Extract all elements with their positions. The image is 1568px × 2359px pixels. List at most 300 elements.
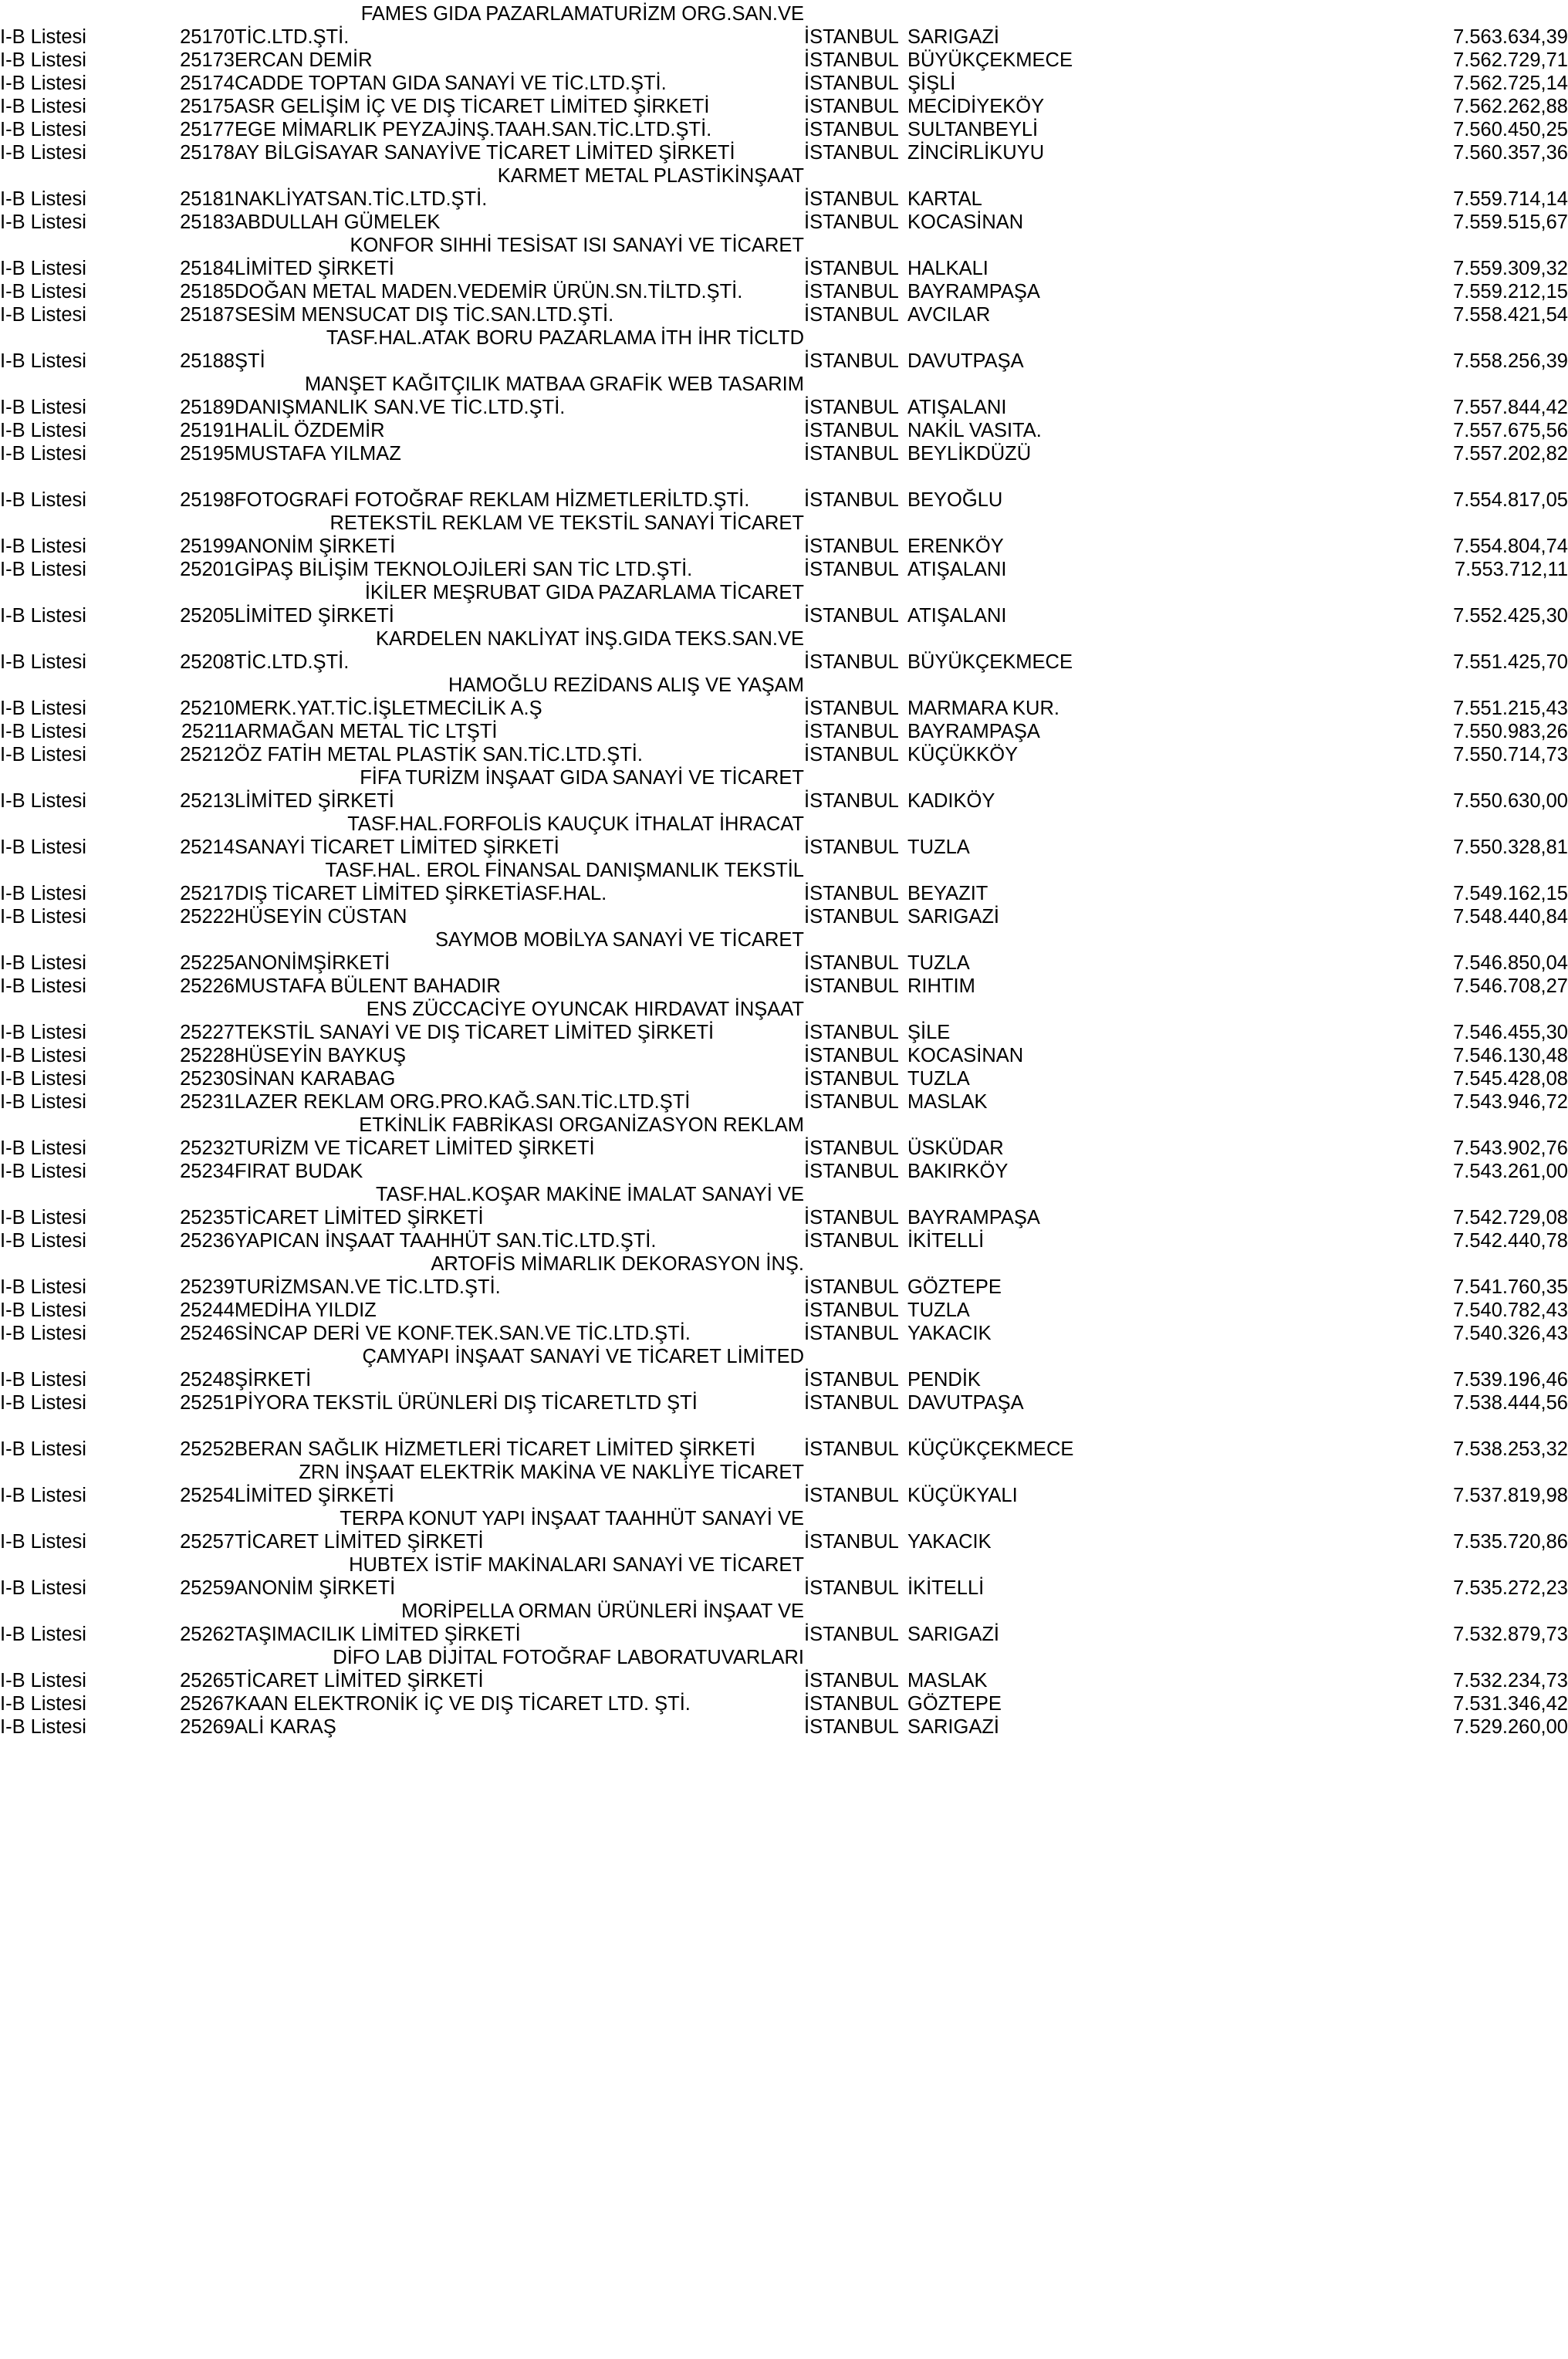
list-label-cell [0,815,133,838]
city-cell-text: İSTANBUL [804,1693,899,1715]
district-cell [907,1671,1173,1695]
row-number-cell [133,421,235,444]
list-label-cell [0,1533,133,1556]
amt-cell [1173,1185,1568,1208]
amount-cell [1173,259,1568,282]
district-cell-text: YAKACIK [907,1531,992,1553]
table-row [0,653,1568,676]
amount-cell-text: 7.550.714,73 [1453,744,1568,765]
dist-cell [907,1185,1173,1208]
row-number-cell [133,722,235,745]
amount-cell [1173,1370,1568,1394]
table-row [0,722,1568,745]
row-number-cell [133,745,235,769]
row-number-cell [133,167,235,190]
amount-cell [1173,1023,1568,1046]
company-name-continuation-cell [235,630,804,653]
city-cell-text: İSTANBUL [804,1716,899,1738]
amt-cell [1173,769,1568,792]
district-cell [907,1023,1173,1046]
district-cell-text: BAYRAMPAŞA [907,1207,1040,1229]
district-cell [907,653,1173,676]
district-cell [907,1370,1173,1394]
table-row-continuation [0,1556,1568,1579]
company-name-cell-text: DANIŞMANLIK SAN.VE TİC.LTD.ŞTİ. [235,397,566,418]
company-name-cell-text: ANONİMŞİRKETİ [235,952,390,974]
row-number-cell-text: 25222 [180,906,235,928]
amount-cell-text: 7.546.708,27 [1453,975,1568,997]
amount-cell-text: 7.551.425,70 [1453,651,1568,673]
row-number-cell-text: 25198 [180,489,235,511]
amount-cell-text: 7.551.215,43 [1453,698,1568,719]
list-label-cell-text: I-B Listesi [0,906,86,928]
city-cell [804,421,907,444]
district-cell-text: NAKİL VASITA. [907,420,1042,441]
city-cell [804,5,907,28]
amount-cell-text: 7.542.729,08 [1453,1207,1568,1229]
district-cell-text: SARIGAZİ [907,26,1000,48]
district-cell-text: BEYLİKDÜZÜ [907,443,1032,465]
city-cell [804,329,907,352]
table-row-continuation [0,236,1568,259]
table-row [0,792,1568,815]
table-row [0,1070,1568,1093]
city-cell-text: İSTANBUL [804,1045,899,1066]
table-row-continuation [0,1185,1568,1208]
list-label-cell [0,28,133,51]
city-cell-text: İSTANBUL [804,536,899,557]
list-label-cell [0,838,133,861]
list-label-cell [0,1394,133,1417]
row-number-cell [133,120,235,144]
list-label-cell [0,1440,133,1463]
city-cell [804,259,907,282]
district-cell [907,1718,1173,1741]
district-cell-text: KOCASİNAN [907,211,1024,233]
amount-cell [1173,745,1568,769]
district-cell-text: KÜÇÜKYALI [907,1485,1018,1506]
company-name-cell [235,352,804,375]
table-row [0,1023,1568,1046]
list-label-cell [0,676,133,699]
city-cell [804,699,907,722]
list-label-cell [0,745,133,769]
company-name-continuation-text: SAYMOB MOBİLYA SANAYİ VE TİCARET [434,929,804,951]
amount-cell [1173,444,1568,468]
amount-cell-text: 7.559.515,67 [1453,211,1568,233]
dist-cell [907,630,1173,653]
company-name-cell-text: HÜSEYİN BAYKUŞ [235,1045,407,1066]
city-cell [804,1093,907,1116]
city-cell [804,1232,907,1255]
company-name-cell-text: MERK.YAT.TİC.İŞLETMECİLİK A.Ş [235,698,542,719]
list-label-cell-text: I-B Listesi [0,559,86,580]
district-cell [907,1162,1173,1185]
row-number-cell-text: 25208 [180,651,235,673]
list-label-cell-text: I-B Listesi [0,536,86,557]
district-cell [907,1208,1173,1232]
list-label-cell-text: I-B Listesi [0,397,86,418]
city-cell-text: İSTANBUL [804,489,899,511]
city-cell-text: İSTANBUL [804,883,899,904]
table-row [0,838,1568,861]
city-cell-text: İSTANBUL [804,744,899,765]
city-cell [804,884,907,907]
district-cell-text: BAYRAMPAŞA [907,721,1040,742]
list-label-cell-text: I-B Listesi [0,975,86,997]
district-cell [907,306,1173,329]
row-number-cell [133,1486,235,1509]
amount-cell-text: 7.532.234,73 [1453,1670,1568,1692]
list-label-cell-text: I-B Listesi [0,721,86,742]
company-name-continuation-text: TASF.HAL.ATAK BORU PAZARLAMA İTH İHR TİCLTD [326,327,804,349]
row-number-cell-text: 25185 [180,281,235,302]
city-cell-text: İSTANBUL [804,96,899,117]
table-row-continuation [0,861,1568,884]
amount-cell [1173,1070,1568,1093]
amt-cell [1173,1509,1568,1533]
district-cell [907,954,1173,977]
list-label-cell-text: I-B Listesi [0,1137,86,1159]
company-name-cell [235,1232,804,1255]
company-name-continuation-text: ZRN İNŞAAT ELEKTRİK MAKİNA VE NAKLİYE TİCARET [299,1462,804,1483]
row-number-cell [133,1324,235,1347]
dist-cell [907,375,1173,398]
company-name-cell [235,1625,804,1648]
city-cell-text: İSTANBUL [804,188,899,210]
list-label-cell [0,1208,133,1232]
table-row [0,1139,1568,1162]
company-name-cell [235,560,804,583]
city-cell [804,838,907,861]
amount-cell-text: 7.554.817,05 [1453,489,1568,511]
company-name-cell-text: ARMAĞAN METAL TİC LTŞTİ [235,721,498,742]
city-cell [804,28,907,51]
dist-cell [907,329,1173,352]
amount-cell [1173,1440,1568,1463]
city-cell-text: İSTANBUL [804,1369,899,1391]
list-label-cell-text: I-B Listesi [0,258,86,279]
table-row [0,352,1568,375]
company-name-cell-text: ANONİM ŞİRKETİ [235,1577,396,1599]
list-label-cell [0,1000,133,1023]
row-number-cell-text: 25177 [180,119,235,140]
amount-cell-text: 7.543.902,76 [1453,1137,1568,1159]
city-cell [804,51,907,74]
amt-cell [1173,514,1568,537]
row-number-cell [133,144,235,167]
list-label-cell [0,583,133,607]
company-name-continuation-cell [235,1556,804,1579]
district-cell [907,792,1173,815]
amount-cell [1173,491,1568,514]
company-name-cell [235,1324,804,1347]
table-row-continuation [0,375,1568,398]
district-cell [907,444,1173,468]
district-cell [907,907,1173,931]
list-label-cell [0,1324,133,1347]
table-row-continuation [0,1255,1568,1278]
row-number-cell [133,838,235,861]
district-cell-text: PENDİK [907,1369,981,1391]
city-cell [804,583,907,607]
row-number-cell-text: 25230 [180,1068,235,1090]
district-cell-text: MARMARA KUR. [907,698,1059,719]
company-name-cell [235,190,804,213]
amount-cell [1173,884,1568,907]
list-label-cell-text: I-B Listesi [0,142,86,164]
list-label-cell [0,491,133,514]
city-cell-text: İSTANBUL [804,651,899,673]
list-label-cell [0,1695,133,1718]
amt-cell [1173,630,1568,653]
company-name-cell-text: ASR GELİŞİM İÇ VE DIŞ TİCARET LİMİTED ŞİRKETİ [235,96,710,117]
row-number-cell-text: 25201 [180,559,235,580]
table-row [0,398,1568,421]
list-label-cell-text: I-B Listesi [0,1230,86,1252]
amount-cell [1173,1671,1568,1695]
table-row-continuation [0,1463,1568,1486]
district-cell-text: AVCILAR [907,304,991,326]
row-number-cell [133,236,235,259]
district-cell [907,745,1173,769]
list-label-cell [0,1093,133,1116]
table-row [0,51,1568,74]
row-number-cell [133,1602,235,1625]
row-number-cell-text: 25184 [180,258,235,279]
company-name-cell [235,907,804,931]
company-name-cell [235,1440,804,1463]
district-cell-text: BEYAZIT [907,883,988,904]
list-label-cell-text: I-B Listesi [0,489,86,511]
amount-cell [1173,560,1568,583]
amount-cell [1173,1278,1568,1301]
list-label-cell [0,375,133,398]
district-cell [907,421,1173,444]
district-cell-text: RIHTIM [907,975,975,997]
company-name-continuation-cell [235,1648,804,1671]
row-number-cell [133,259,235,282]
city-cell-text: İSTANBUL [804,281,899,302]
row-number-cell-text: 25262 [180,1624,235,1645]
city-cell-text: İSTANBUL [804,721,899,742]
amount-cell [1173,1093,1568,1116]
table-row [0,1301,1568,1324]
list-label-cell [0,213,133,236]
row-number-cell-text: 25227 [180,1022,235,1043]
district-cell [907,1139,1173,1162]
table-row-continuation [0,1116,1568,1139]
city-cell [804,630,907,653]
dist-cell [907,1509,1173,1533]
district-cell [907,144,1173,167]
company-name-cell-text: ANONİM ŞİRKETİ [235,536,396,557]
table-row [0,1162,1568,1185]
amount-cell [1173,954,1568,977]
list-label-cell-text: I-B Listesi [0,73,86,94]
amt-cell [1173,931,1568,954]
district-cell [907,1324,1173,1347]
list-label-cell [0,1116,133,1139]
amount-cell-text: 7.543.946,72 [1453,1091,1568,1113]
amt-cell [1173,1000,1568,1023]
city-cell [804,1324,907,1347]
company-name-continuation-cell [235,1602,804,1625]
row-number-cell [133,884,235,907]
amt-cell [1173,676,1568,699]
list-label-cell-text: I-B Listesi [0,952,86,974]
table-row [0,144,1568,167]
amount-cell [1173,1046,1568,1070]
amt-cell [1173,1648,1568,1671]
row-number-cell [133,51,235,74]
list-label-cell [0,421,133,444]
company-name-cell-text: TİC.LTD.ŞTİ. [235,26,350,48]
city-cell-text: İSTANBUL [804,1022,899,1043]
company-name-cell [235,491,804,514]
row-number-cell-text: 25246 [180,1323,235,1344]
row-number-cell-text: 25248 [180,1369,235,1391]
city-cell [804,120,907,144]
table-row [0,491,1568,514]
city-cell [804,1602,907,1625]
row-number-cell-text: 25199 [180,536,235,557]
company-name-continuation-text: TASF.HAL. EROL FİNANSAL DANIŞMANLIK TEKSTİL [325,860,804,881]
city-cell-text: İSTANBUL [804,1091,899,1113]
company-name-cell [235,1671,804,1695]
table-row-continuation [0,769,1568,792]
list-label-cell [0,97,133,120]
company-name-cell [235,1139,804,1162]
dist-cell [907,514,1173,537]
row-number-cell-text: 25188 [180,350,235,372]
company-name-cell-text: TEKSTİL SANAYİ VE DIŞ TİCARET LİMİTED ŞİRKETİ [235,1022,715,1043]
company-name-continuation-cell [235,1116,804,1139]
row-number-cell-text: 25254 [180,1485,235,1506]
row-number-cell-text: 25252 [180,1438,235,1460]
row-number-cell [133,444,235,468]
company-name-continuation-text: KARDELEN NAKLİYAT İNŞ.GIDA TEKS.SAN.VE [375,628,804,650]
list-label-cell [0,167,133,190]
district-cell [907,1232,1173,1255]
company-name-continuation-cell [235,1255,804,1278]
company-name-cell [235,792,804,815]
list-label-cell-text: I-B Listesi [0,1045,86,1066]
company-name-continuation-cell [235,583,804,607]
row-number-cell [133,1162,235,1185]
company-name-cell-text: BERAN SAĞLIK HİZMETLERİ TİCARET LİMİTED ŞİRKETİ [235,1438,755,1460]
city-cell [804,954,907,977]
row-number-cell-text: 25210 [180,698,235,719]
city-cell [804,491,907,514]
city-cell [804,514,907,537]
city-cell [804,1394,907,1417]
dist-cell [907,769,1173,792]
row-number-cell [133,398,235,421]
district-cell-text: MECİDİYEKÖY [907,96,1045,117]
amt-cell [1173,375,1568,398]
row-number-cell-text: 25265 [180,1670,235,1692]
company-name-cell [235,306,804,329]
list-label-cell-text: I-B Listesi [0,883,86,904]
city-cell-text: İSTANBUL [804,443,899,465]
list-label-cell [0,1579,133,1602]
city-cell [804,1509,907,1533]
city-cell [804,676,907,699]
city-cell-text: İSTANBUL [804,975,899,997]
table-row [0,282,1568,306]
amount-cell [1173,838,1568,861]
amount-cell-text: 7.540.326,43 [1453,1323,1568,1344]
district-cell-text: KOCASİNAN [907,1045,1024,1066]
company-name-continuation-text: RETEKSTİL REKLAM VE TEKSTİL SANAYİ TİCARET [329,512,804,534]
district-cell [907,120,1173,144]
row-number-cell [133,1116,235,1139]
row-number-cell-text: 25214 [180,836,235,858]
amount-cell-text: 7.539.196,46 [1453,1369,1568,1391]
city-cell [804,282,907,306]
city-cell-text: İSTANBUL [804,211,899,233]
table-row [0,1533,1568,1556]
table-row [0,28,1568,51]
company-name-cell-text: TİCARET LİMİTED ŞİRKETİ [235,1531,484,1553]
district-cell [907,838,1173,861]
company-name-cell-text: HALİL ÖZDEMİR [235,420,385,441]
amount-cell [1173,97,1568,120]
row-number-cell-text: 25257 [180,1531,235,1553]
row-number-cell-text: 25195 [180,443,235,465]
list-label-cell [0,5,133,28]
company-name-cell [235,282,804,306]
city-cell [804,815,907,838]
district-cell [907,1695,1173,1718]
list-label-cell [0,352,133,375]
city-cell-text: İSTANBUL [804,605,899,627]
dist-cell [907,236,1173,259]
list-label-cell [0,1370,133,1394]
row-number-cell-text: 25228 [180,1045,235,1066]
district-cell [907,1440,1173,1463]
list-label-cell-text: I-B Listesi [0,1207,86,1229]
amount-cell [1173,607,1568,630]
amount-cell [1173,653,1568,676]
row-number-cell [133,1625,235,1648]
list-label-cell-text: I-B Listesi [0,1670,86,1692]
company-name-cell [235,1533,804,1556]
spacer-cell [0,1417,1568,1440]
amt-cell [1173,236,1568,259]
company-name-cell-text: ÖZ FATİH METAL PLASTİK SAN.TİC.LTD.ŞTİ. [235,744,643,765]
city-cell [804,1533,907,1556]
table-row [0,560,1568,583]
company-name-cell [235,74,804,97]
listing-body [0,5,1568,1741]
row-number-cell [133,491,235,514]
list-label-cell-text: I-B Listesi [0,836,86,858]
company-name-cell-text: HÜSEYİN CÜSTAN [235,906,407,928]
amount-cell-text: 7.540.782,43 [1453,1299,1568,1321]
district-cell-text: ZİNCİRLİKUYU [907,142,1045,164]
company-name-cell [235,1023,804,1046]
row-number-cell [133,1023,235,1046]
amount-cell-text: 7.545.428,08 [1453,1068,1568,1090]
district-cell [907,1070,1173,1093]
district-cell-text: İKİTELLİ [907,1577,985,1599]
company-name-cell-text: DIŞ TİCARET LİMİTED ŞİRKETİASF.HAL. [235,883,607,904]
table-row-continuation [0,1648,1568,1671]
district-cell-text: BAKIRKÖY [907,1161,1009,1182]
district-cell-text: GÖZTEPE [907,1693,1002,1715]
